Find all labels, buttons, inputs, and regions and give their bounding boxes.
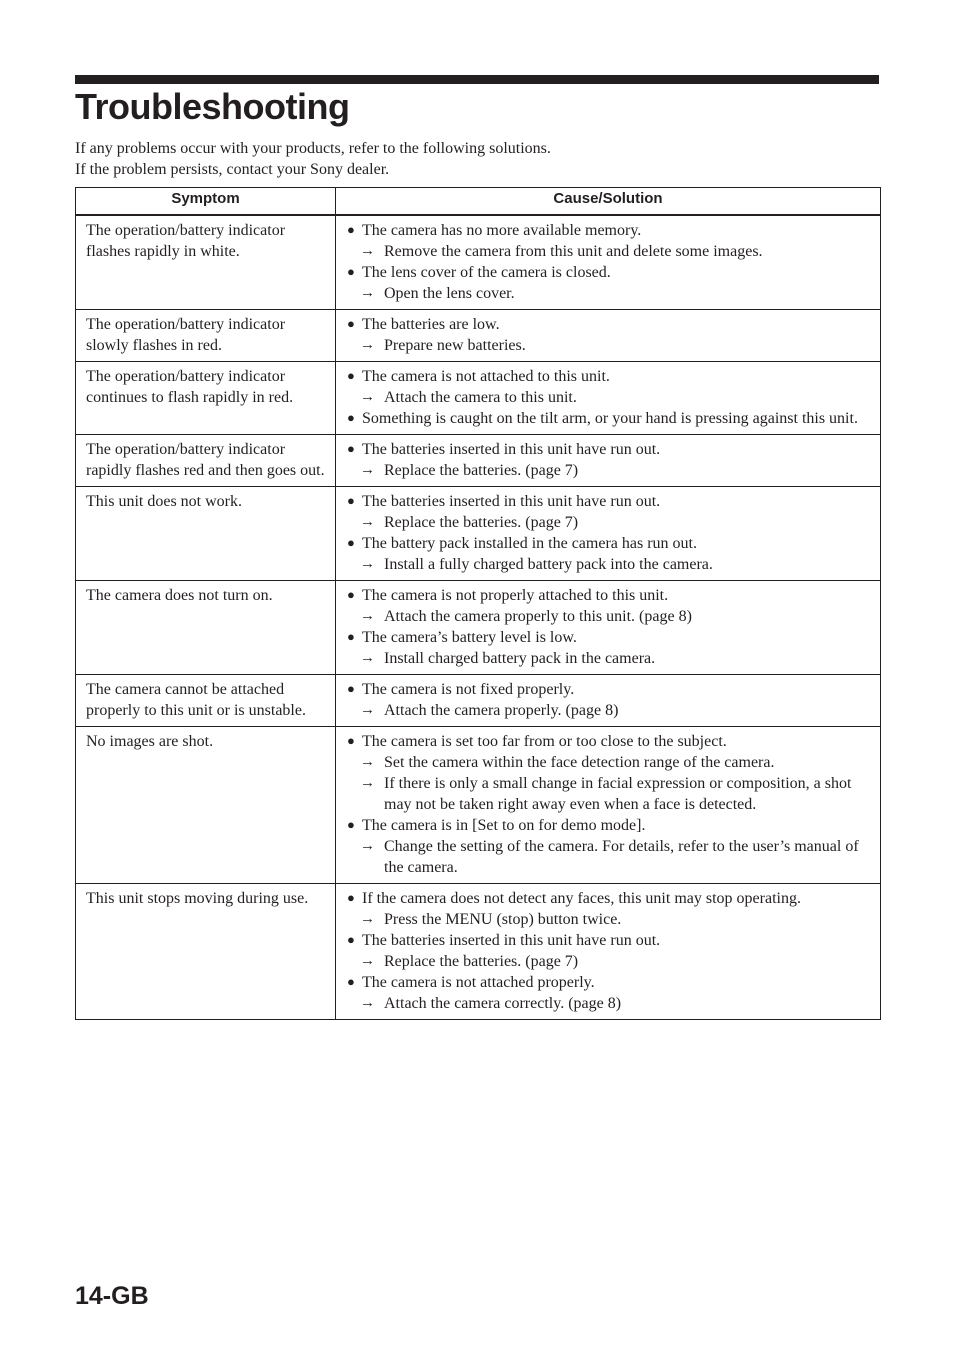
cause-text: The camera is in [Set to on for demo mode]. — [362, 817, 646, 834]
solution-item — [346, 773, 872, 815]
symptom-cell: The operation/battery indicator rapidly flashes red and then goes out. — [76, 435, 336, 487]
solution-text: If there is only a small change in facial expression or composition, a shot may not be taken right away even when a face is detected. — [384, 775, 852, 813]
troubleshooting-table — [75, 187, 881, 1020]
cause-item — [346, 262, 872, 283]
cause-solution-cell — [336, 727, 881, 884]
cause-item — [346, 679, 872, 700]
arrow-right-icon: → — [360, 911, 375, 927]
solution-item — [346, 335, 872, 356]
bullet-icon: ● — [347, 890, 355, 905]
solution-item — [346, 606, 872, 627]
arrow-right-icon: → — [360, 953, 375, 969]
cause-text: The camera is not properly attached to this unit. — [362, 587, 669, 604]
cause-item — [346, 888, 872, 909]
solution-item — [346, 460, 872, 481]
cause-solution-header: Cause/Solution — [336, 188, 881, 216]
symptom-cell: This unit stops moving during use. — [76, 884, 336, 1020]
table-row — [76, 362, 881, 435]
cause-solution-cell — [336, 362, 881, 435]
bullet-icon: ● — [347, 264, 355, 279]
symptom-cell: No images are shot. — [76, 727, 336, 884]
cause-text: The camera is not attached to this unit. — [362, 368, 610, 385]
cause-text: Something is caught on the tilt arm, or your hand is pressing against this unit. — [362, 410, 858, 427]
solution-text: Set the camera within the face detection range of the camera. — [384, 754, 775, 771]
symptom-cell: The operation/battery indicator flashes rapidly in white. — [76, 215, 336, 310]
bullet-icon: ● — [347, 535, 355, 550]
arrow-right-icon: → — [360, 462, 375, 478]
bullet-icon: ● — [347, 222, 355, 237]
bullet-icon: ● — [347, 629, 355, 644]
cause-text: The battery pack installed in the camera has run out. — [362, 535, 697, 552]
intro-line: If any problems occur with your products, refer to the following solutions. — [75, 140, 551, 157]
cause-item — [346, 366, 872, 387]
bullet-icon: ● — [347, 587, 355, 602]
solution-text: Open the lens cover. — [384, 285, 515, 302]
solution-text: Change the setting of the camera. For details, refer to the user’s manual of the camera. — [384, 838, 859, 876]
solution-text: Attach the camera properly. (page 8) — [384, 702, 619, 719]
cause-item — [346, 972, 872, 993]
solution-text: Remove the camera from this unit and delete some images. — [384, 243, 763, 260]
symptom-header: Symptom — [76, 188, 336, 216]
bullet-icon: ● — [347, 493, 355, 508]
solution-text: Replace the batteries. (page 7) — [384, 953, 579, 970]
cause-solution-cell — [336, 310, 881, 362]
bullet-icon: ● — [347, 316, 355, 331]
page-title: Troubleshooting — [75, 86, 350, 127]
solution-item — [346, 700, 872, 721]
arrow-right-icon: → — [360, 337, 375, 353]
cause-text: The batteries are low. — [362, 316, 500, 333]
cause-item — [346, 815, 872, 836]
bullet-icon: ● — [347, 410, 355, 425]
cause-solution-cell — [336, 675, 881, 727]
arrow-right-icon: → — [360, 514, 375, 530]
table-row — [76, 215, 881, 310]
solution-text: Prepare new batteries. — [384, 337, 526, 354]
arrow-right-icon: → — [360, 285, 375, 301]
bullet-icon: ● — [347, 733, 355, 748]
table-row — [76, 435, 881, 487]
cause-solution-cell — [336, 435, 881, 487]
arrow-right-icon: → — [360, 243, 375, 259]
cause-text: The batteries inserted in this unit have run out. — [362, 493, 661, 510]
symptom-cell: The camera cannot be attached properly to this unit or is unstable. — [76, 675, 336, 727]
cause-solution-cell — [336, 215, 881, 310]
cause-text: The lens cover of the camera is closed. — [362, 264, 611, 281]
symptom-cell: The operation/battery indicator continues to flash rapidly in red. — [76, 362, 336, 435]
cause-item — [346, 930, 872, 951]
cause-item — [346, 408, 872, 429]
solution-item — [346, 387, 872, 408]
solution-text: Attach the camera to this unit. — [384, 389, 577, 406]
solution-item — [346, 951, 872, 972]
bullet-icon: ● — [347, 441, 355, 456]
solution-item — [346, 909, 872, 930]
cause-item — [346, 220, 872, 241]
symptom-cell: This unit does not work. — [76, 487, 336, 581]
arrow-right-icon: → — [360, 775, 375, 791]
cause-text: The camera has no more available memory. — [362, 222, 642, 239]
bullet-icon: ● — [347, 974, 355, 989]
arrow-right-icon: → — [360, 995, 375, 1011]
arrow-right-icon: → — [360, 650, 375, 666]
solution-item — [346, 648, 872, 669]
intro-line: If the problem persists, contact your Sony dealer. — [75, 161, 390, 178]
cause-solution-cell — [336, 487, 881, 581]
solution-text: Replace the batteries. (page 7) — [384, 462, 579, 479]
cause-text: The batteries inserted in this unit have run out. — [362, 441, 661, 458]
cause-item — [346, 627, 872, 648]
arrow-right-icon: → — [360, 556, 375, 572]
symptom-cell: The operation/battery indicator slowly flashes in red. — [76, 310, 336, 362]
page-number: 14-GB — [75, 1282, 149, 1310]
solution-item — [346, 993, 872, 1014]
table-row — [76, 310, 881, 362]
table-row — [76, 487, 881, 581]
cause-text: The camera is not attached properly. — [362, 974, 595, 991]
cause-text: If the camera does not detect any faces, this unit may stop operating. — [362, 890, 801, 907]
solution-text: Install a fully charged battery pack into the camera. — [384, 556, 713, 573]
table-header-row — [76, 188, 881, 216]
solution-item — [346, 836, 872, 878]
solution-item — [346, 512, 872, 533]
arrow-right-icon: → — [360, 754, 375, 770]
arrow-right-icon: → — [360, 702, 375, 718]
table-body — [76, 215, 881, 1020]
arrow-right-icon: → — [360, 389, 375, 405]
solution-text: Attach the camera correctly. (page 8) — [384, 995, 622, 1012]
title-rule — [75, 75, 879, 84]
solution-text: Press the MENU (stop) button twice. — [384, 911, 622, 928]
cause-text: The batteries inserted in this unit have run out. — [362, 932, 661, 949]
table-row — [76, 581, 881, 675]
bullet-icon: ● — [347, 932, 355, 947]
solution-text: Attach the camera properly to this unit. (page 8) — [384, 608, 692, 625]
solution-item — [346, 554, 872, 575]
cause-text: The camera is set too far from or too close to the subject. — [362, 733, 727, 750]
solution-text: Replace the batteries. (page 7) — [384, 514, 579, 531]
bullet-icon: ● — [347, 817, 355, 832]
cause-item — [346, 439, 872, 460]
cause-item — [346, 491, 872, 512]
table-row — [76, 675, 881, 727]
cause-item — [346, 585, 872, 606]
cause-item — [346, 314, 872, 335]
solution-item — [346, 752, 872, 773]
cause-text: The camera is not fixed properly. — [362, 681, 575, 698]
bullet-icon: ● — [347, 681, 355, 696]
cause-item — [346, 731, 872, 752]
arrow-right-icon: → — [360, 608, 375, 624]
table-row — [76, 727, 881, 884]
symptom-cell: The camera does not turn on. — [76, 581, 336, 675]
arrow-right-icon: → — [360, 838, 375, 854]
solution-text: Install charged battery pack in the camera. — [384, 650, 656, 667]
solution-item — [346, 241, 872, 262]
table-row — [76, 884, 881, 1020]
cause-solution-cell — [336, 884, 881, 1020]
solution-item — [346, 283, 872, 304]
cause-text: The camera’s battery level is low. — [362, 629, 577, 646]
cause-solution-cell — [336, 581, 881, 675]
intro-text — [75, 138, 551, 180]
bullet-icon: ● — [347, 368, 355, 383]
cause-item — [346, 533, 872, 554]
